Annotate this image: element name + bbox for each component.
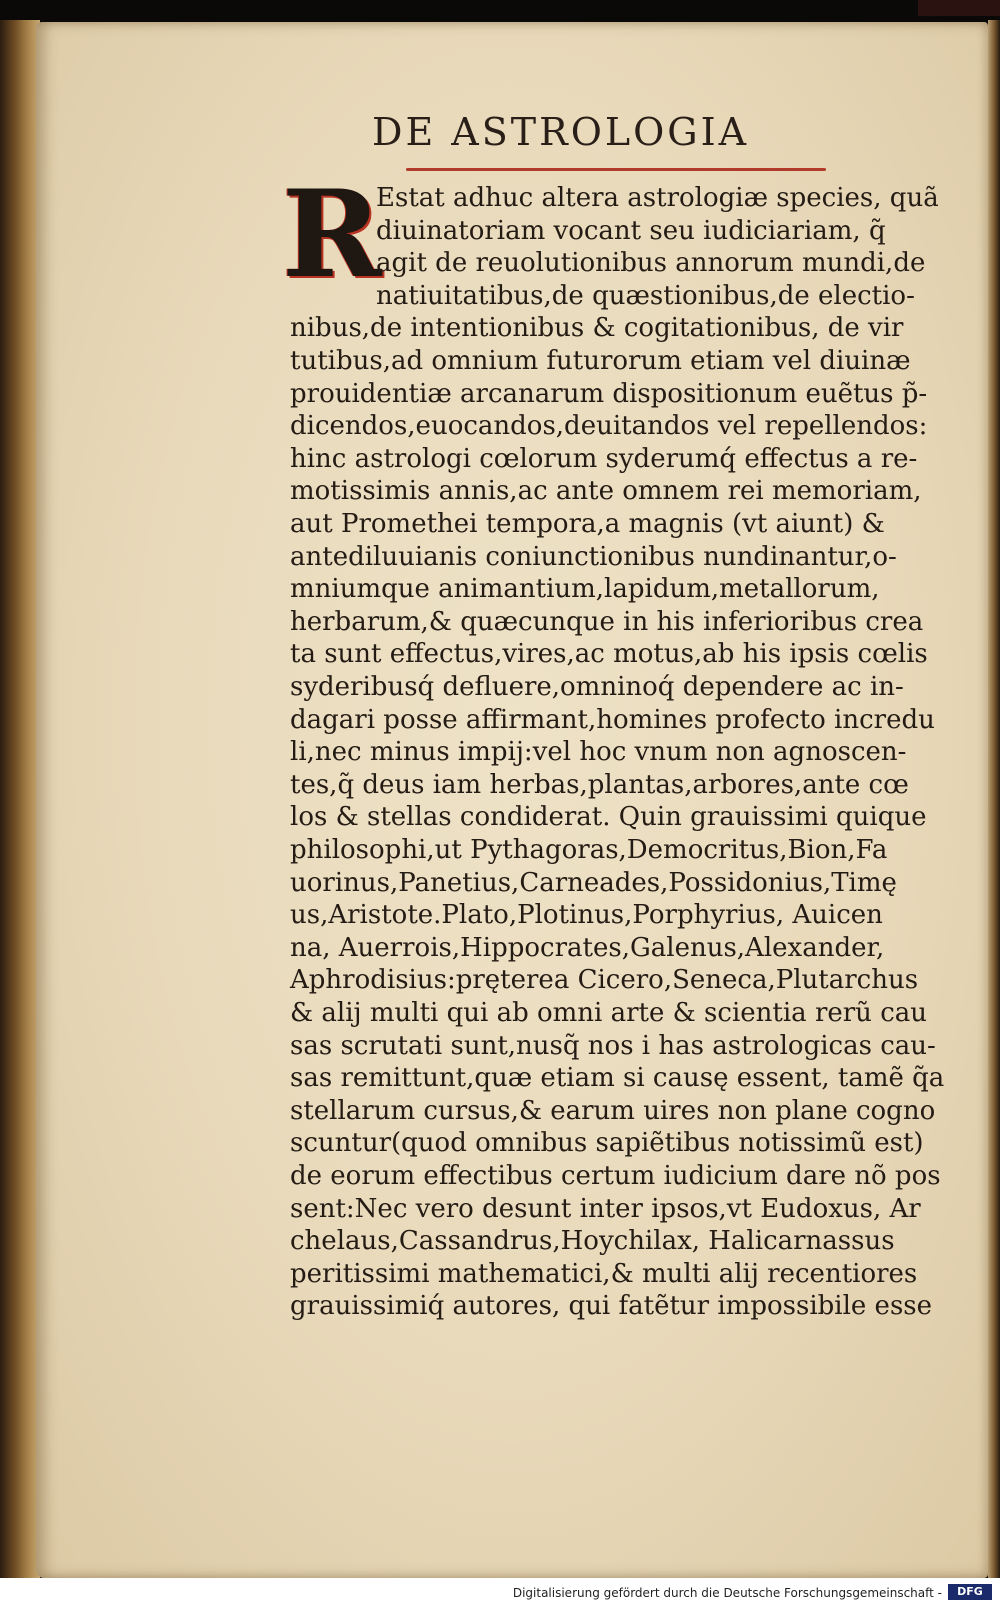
text-line: diuinatoriam vocant seu iudiciariam, q̃ (376, 215, 886, 246)
text-line: & alij multi qui ab omni arte & scientia rerũ cau (290, 998, 927, 1028)
book-edge-right (988, 20, 1000, 1578)
text-line: Aphrodisius:pręterea Cicero,Seneca,Plutarchus (290, 965, 919, 996)
text-line: tutibus,ad omnium futurorum etiam vel diuinæ (290, 346, 911, 376)
text-line: motissimis annis,ac ante omnem rei memoriam, (290, 476, 922, 507)
footer-bar (0, 1578, 1000, 1607)
text-line: mniumque animantium,lapidum,metallorum, (290, 574, 880, 605)
text-line: aut Promethei tempora,a magnis (vt aiunt) & (290, 509, 885, 539)
text-line: antediluuianis coniunctionibus nundinantur,o- (290, 541, 897, 572)
text-line: scuntur(quod omnibus sapiẽtibus notissimũ est) (290, 1128, 924, 1159)
title-rubric-underline (406, 168, 826, 171)
book-page (36, 22, 988, 1578)
text-line: na, Auerrois,Hippocrates,Galenus,Alexander, (290, 932, 885, 963)
text-line: syderibusq́ defluere,omninoq́ dependere ac in- (290, 672, 904, 702)
text-line: chelaus,Cassandrus,Hoychilax, Halicarnassus (290, 1226, 895, 1257)
text-line: stellarum cursus,& earum uires non plane cogno (290, 1095, 936, 1126)
top-border (0, 0, 1000, 22)
decorated-initial: R (282, 164, 382, 305)
text-line: herbarum,& quæcunque in his inferioribus crea (290, 606, 924, 637)
text-line: prouidentiæ arcanarum dispositionum euẽtus p̃- (290, 378, 928, 409)
text-line: dicendos,euocandos,deuitandos vel repellendos: (290, 411, 928, 442)
corner-tab (918, 0, 1000, 16)
text-line: natiuitatibus,de quæstionibus,de electio- (376, 280, 915, 311)
text-line: tes,q̃ deus iam herbas,plantas,arbores,ante cœ (290, 769, 909, 800)
text-line: sas remittunt,quæ etiam si causę essent, tamẽ q̃a (290, 1063, 945, 1094)
text-line: nibus,de intentionibus & cogitationibus, de vir (290, 313, 904, 344)
text-line: agit de reuolutionibus annorum mundi,de (376, 248, 926, 279)
text-line: li,nec minus impij:vel hoc vnum non agnoscen- (290, 737, 907, 768)
book-edge-left (0, 20, 40, 1578)
page-title: DE ASTROLOGIA (372, 110, 750, 154)
text-line: Estat adhuc altera astrologiæ species, quã (376, 183, 939, 213)
text-line: los & stellas condiderat. Quin grauissimi quique (290, 802, 927, 833)
text-line: grauissimiq́ autores, qui fatẽtur impossibile esse (290, 1291, 933, 1322)
text-line: sas scrutati sunt,nusq̃ nos i has astrologicas cau- (290, 1030, 936, 1061)
text-line: dagari posse affirmant,homines profecto incredu (290, 704, 935, 735)
footer-credit: Digitalisierung gefördert durch die Deutsche Forschungsgemeinschaft - (512, 1586, 942, 1600)
text-line: philosophi,ut Pythagoras,Democritus,Bion,Fa (290, 835, 888, 865)
text-line: hinc astrologi cœlorum syderumq́ effectus a re- (290, 443, 918, 474)
text-line: de eorum effectibus certum iudicium dare nõ pos (290, 1161, 941, 1191)
text-line: ta sunt effectus,vires,ac motus,ab his ipsis cœlis (290, 639, 928, 670)
text-line: peritissimi mathematici,& multi alij recentiores (290, 1258, 918, 1289)
dfg-logo: DFG (948, 1584, 992, 1600)
text-line: us,Aristote.Plato,Plotinus,Porphyrius, Auicen (290, 900, 883, 931)
text-line: sent:Nec vero desunt inter ipsos,vt Eudoxus, Ar (290, 1193, 921, 1224)
text-line: uorinus,Panetius,Carneades,Possidonius,Timę (290, 867, 897, 898)
